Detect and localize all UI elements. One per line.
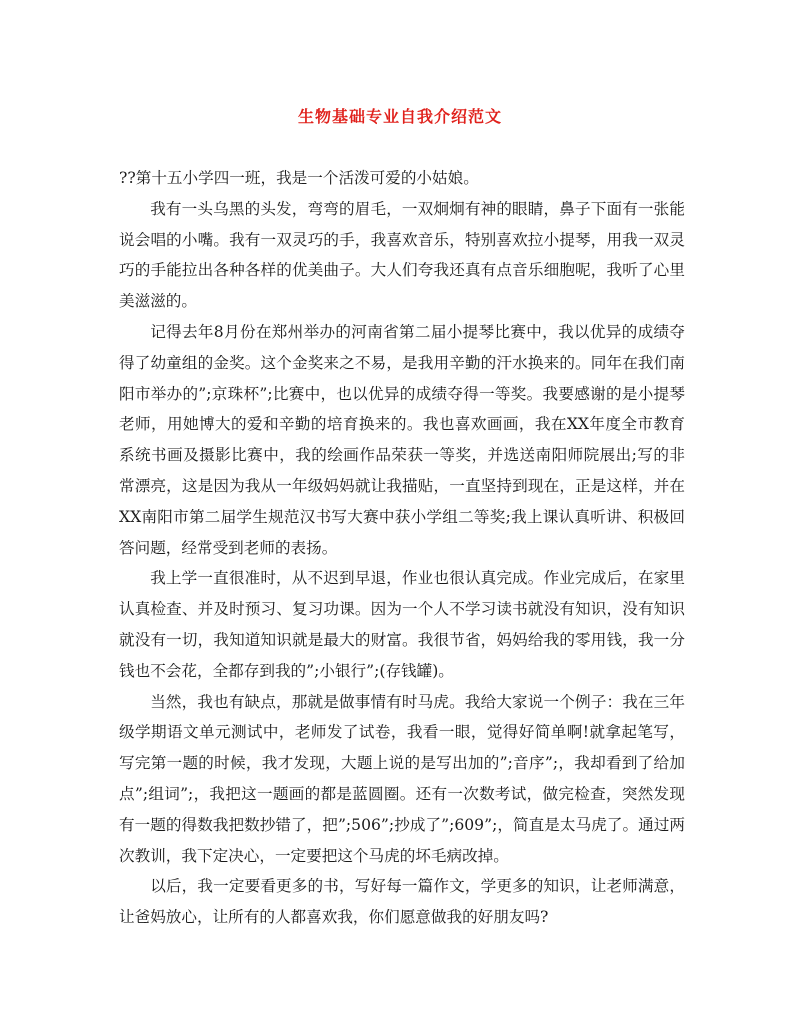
document-body — [119, 163, 685, 933]
paragraph-2: 我有一头乌黑的头发，弯弯的眉毛，一双炯炯有神的眼睛，鼻子下面有一张能说会唱的小嘴。我有一双灵巧的手，我喜欢音乐，特别喜欢拉小提琴，用我一双灵巧的手能拉出各种各样的优美曲子。大人们夸我还真有点音乐细胞呢，我听了心里美滋滋的。 — [119, 199, 685, 311]
paragraph-5: 当然，我也有缺点，那就是做事情有时马虎。我给大家说一个例子：我在三年级学期语文单元测试中，老师发了试卷，我看一眼，觉得好简单啊!就拿起笔写，写完第一题的时候，我才发现，大题上说的是写出加的”;音序”;，我却看到了给加点”;组词”;，我把这一题画的都是蓝圆圈。还有一次数考试，做完检查，突然发现有一题的得数我把数抄错了，把”;506”;抄成了”;609”;，简直是太马虎了。通过两次教训，我下定决心，一定要把这个马虎的坏毛病改掉。 — [119, 692, 685, 865]
paragraph-3: 记得去年8月份在郑州举办的河南省第二届小提琴比赛中，我以优异的成绩夺得了幼童组的金奖。这个金奖来之不易，是我用辛勤的汗水换来的。同年在我们南阳市举办的”;京珠杯”;比赛中，也以优异的成绩夺得一等奖。我要感谢的是小提琴老师，用她博大的爱和辛勤的培育换来的。我也喜欢画画，我在XX年度全市教育系统书画及摄影比赛中，我的绘画作品荣获一等奖，并选送南阳师院展出;写的非常漂亮，这是因为我从一年级妈妈就让我描贴，一直坚持到现在，正是这样，并在XX南阳市第二届学生规范汉书写大赛中获小学组二等奖;我上课认真听讲、积极回答问题，经常受到老师的表扬。 — [119, 322, 685, 557]
paragraph-4: 我上学一直很准时，从不迟到早退，作业也很认真完成。作业完成后，在家里认真检查、并及时预习、复习功课。因为一个人不学习读书就没有知识，没有知识就没有一切，我知道知识就是最大的财富。我很节省，妈妈给我的零用钱，我一分钱也不会花，全都存到我的”;小银行”;(存钱罐)。 — [119, 569, 685, 680]
paragraph-6: 以后，我一定要看更多的书，写好每一篇作文，学更多的知识，让老师满意，让爸妈放心，让所有的人都喜欢我，你们愿意做我的好朋友吗? — [119, 877, 685, 927]
paragraph-1: ??第十五小学四一班，我是一个活泼可爱的小姑娘。 — [119, 169, 479, 187]
document-title: 生物基础专业自我介绍范文 — [297, 107, 502, 126]
